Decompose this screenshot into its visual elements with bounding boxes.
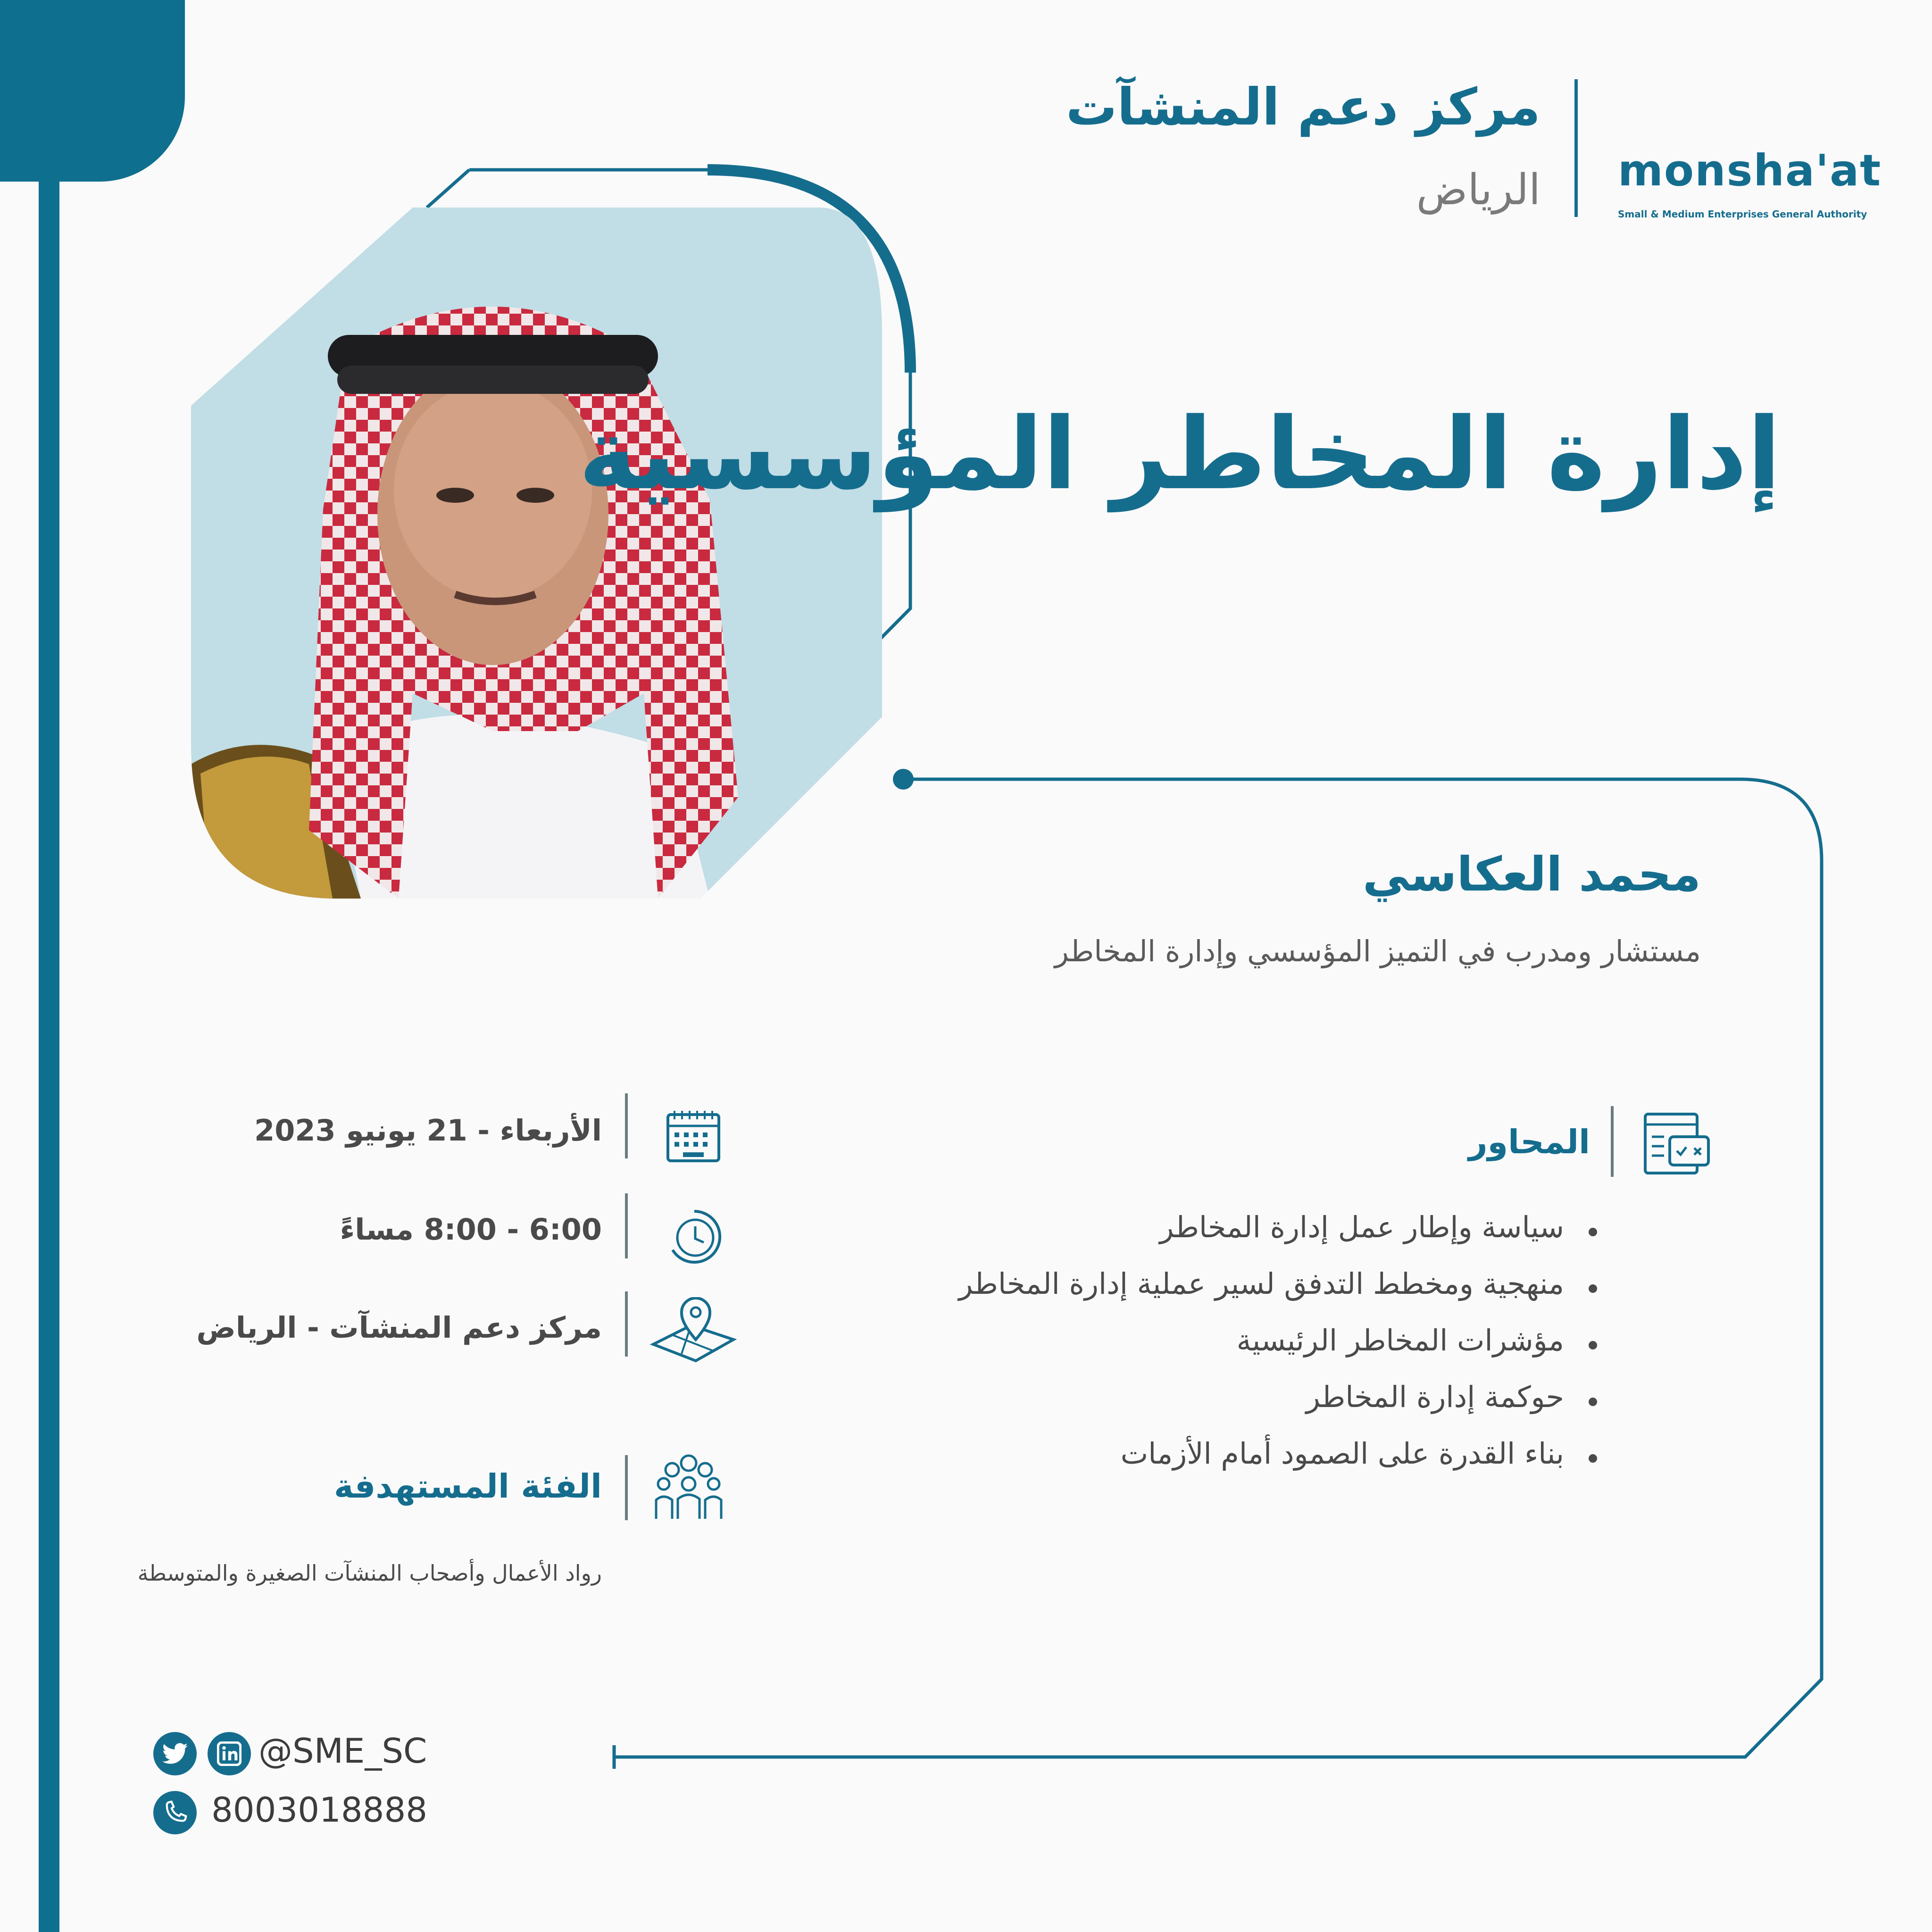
topics-list (958, 1210, 1564, 1493)
header-title: مركز دعم المنشآت (1066, 78, 1541, 137)
event-title: إدارة المخاطر المؤسسية (578, 396, 1781, 512)
header-subtitle: الرياض (1416, 165, 1541, 215)
date-divider (625, 1093, 628, 1158)
time-divider (625, 1193, 628, 1258)
topic-item: منهجية ومخطط التدفق لسير عملية إدارة المخاطر (958, 1266, 1564, 1323)
header-divider (1574, 79, 1578, 217)
audience-heading: الفئة المستهدفة (334, 1467, 602, 1506)
linkedin-icon[interactable] (208, 1732, 251, 1775)
twitter-icon[interactable] (153, 1732, 197, 1775)
topics-heading: المحاور (1468, 1123, 1590, 1161)
speaker-photo (191, 208, 882, 899)
topics-icon (1641, 1108, 1712, 1179)
location-map-icon (649, 1297, 738, 1363)
logo-tagline-english: Small & Medium Enterprises General Authority (1618, 208, 1867, 220)
logo-english: monsha'at (1618, 145, 1882, 196)
topic-item: بناء القدرة على الصمود أمام الأزمات (958, 1436, 1564, 1493)
social-handle[interactable]: @SME_SC (258, 1731, 427, 1771)
location-divider (625, 1291, 628, 1357)
audience-divider (625, 1455, 628, 1520)
phone-icon (153, 1791, 197, 1834)
group-icon (653, 1453, 724, 1521)
topic-item: مؤشرات المخاطر الرئيسية (958, 1323, 1564, 1380)
speaker-role: مستشار ومدرب في التميز المؤسسي وإدارة المخاطر (1054, 934, 1701, 968)
event-time: 6:00 - 8:00 مساءً (340, 1212, 602, 1247)
audience-text: رواد الأعمال وأصحاب المنشآت الصغيرة والمتوسطة (137, 1560, 602, 1586)
topic-item: سياسة وإطار عمل إدارة المخاطر (958, 1210, 1564, 1266)
event-location: مركز دعم المنشآت - الرياض (196, 1310, 602, 1345)
calendar-icon (664, 1106, 723, 1165)
phone-number[interactable]: 8003018888 (211, 1790, 428, 1830)
clock-icon (665, 1208, 724, 1266)
speaker-name: محمد العكاسي (1362, 847, 1701, 902)
topic-item: حوكمة إدارة المخاطر (958, 1380, 1564, 1436)
topics-divider (1611, 1106, 1614, 1177)
event-date: الأربعاء - 21 يونيو 2023 (254, 1113, 602, 1148)
